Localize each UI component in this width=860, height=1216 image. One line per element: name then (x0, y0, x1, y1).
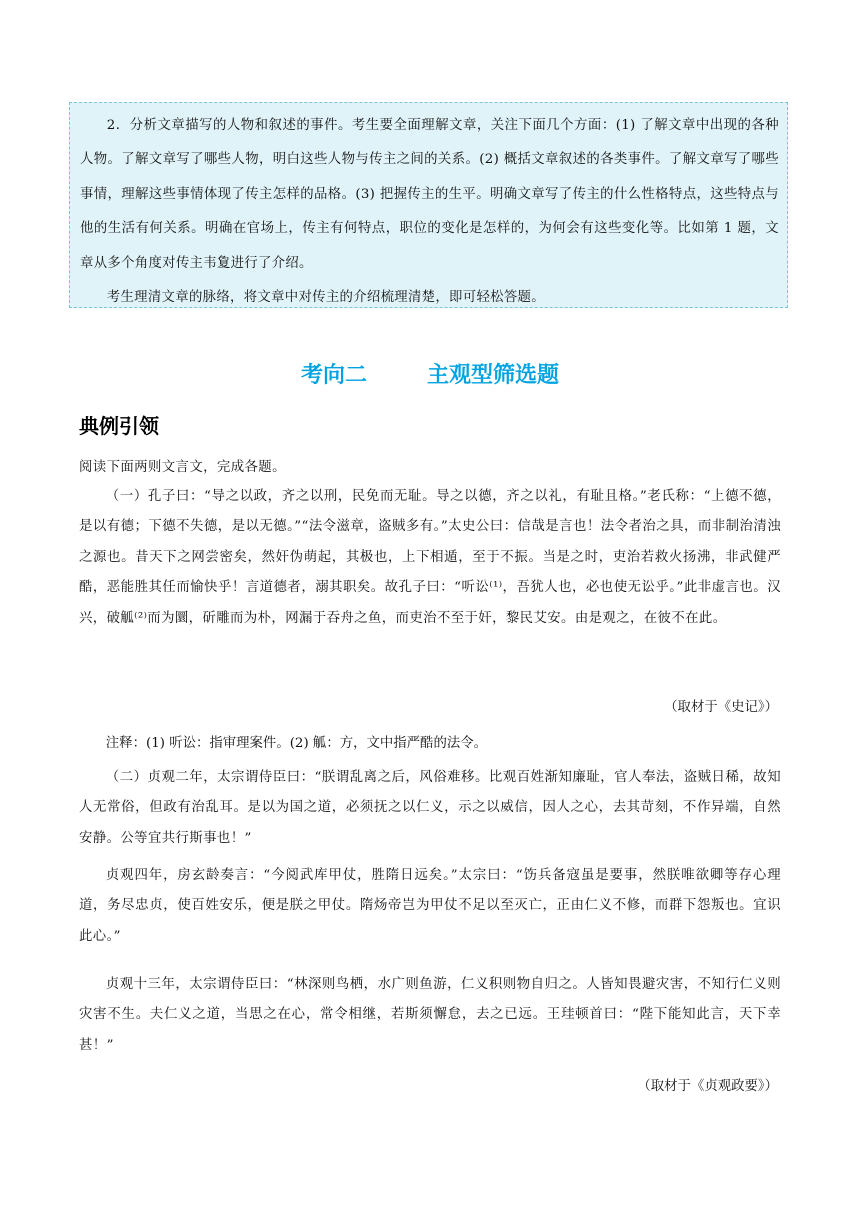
reading-instruction: 阅读下面两则文言文，完成各题。 (79, 460, 286, 475)
passage-3-block (79, 861, 781, 952)
passage-3: 贞观四年，房玄龄奏言：“今阅武库甲仗，胜隋日远矣。”太宗曰：“饬兵备寇虽是要事，然朕唯欲卿等存心理道，务尽忠贞，使百姓安乐，便是朕之甲仗。隋炀帝岂为甲仗不足以至灭亡，正由仁义不修，而群下怨叛也。宜识此心。” (79, 868, 781, 944)
source-1: （取材于《史记》） (664, 700, 778, 715)
section-title-part-1: 考向二 (300, 363, 367, 388)
source-2: （取材于《贞观政要》） (637, 1079, 778, 1094)
tip-paragraph-2: 考生理清文章的脉络，将文章中对传主的介绍梳理清楚，即可轻松答题。 (106, 290, 545, 306)
section-title-part-2: 主观型筛选题 (427, 363, 560, 388)
tip-box (69, 102, 788, 308)
passage-1-block (79, 482, 781, 634)
section-title (0, 358, 860, 389)
passage-4: 贞观十三年，太宗谓侍臣曰：“林深则鸟栖，水广则鱼游，仁义积则物自归之。人皆知畏避灾害，不知行仁义则灾害不生。夫仁义之道，当思之在心，常令相继，若斯须懈怠，去之已远。王珪顿首曰：“陛下能知此言，天下幸甚！” (79, 977, 781, 1053)
passage-2: （二）贞观二年，太宗谓侍臣曰：“朕谓乱离之后，风俗难移。比观百姓渐知廉耻，官人奉法，盗贼日稀，故知人无常俗，但政有治乱耳。是以为国之道，必须抚之以仁义，示之以威信，因人之心，去其苛刻，不作异端，自然安静。公等宜共行斯事也！” (79, 770, 781, 846)
passage-4-block (79, 970, 781, 1061)
passage-1: （一）孔子曰：“导之以政，齐之以刑，民免而无耻。导之以德，齐之以礼，有耻且格。”老氏称：“上德不德，是以有德；下德不失德，是以无德。”“法令滋章，盗贼多有。”太史公曰：信哉是言也！法令者治之具，而非制治清浊之源也。昔天下之网尝密矣，然奸伪萌起，其极也，上下相遁，至于不振。当是之时，吏治若救火扬沸，非武健严酷，恶能胜其任而愉快乎！言道德者，溺其职矣。故孔子曰：“听讼⁽¹⁾，吾犹人也，必也使无讼乎。”此非虚言也。汉兴，破觚⁽²⁾而为圜，斫雕而为朴，网漏于吞舟之鱼，而吏治不至于奸，黎民艾安。由是观之，在彼不在此。 (79, 489, 781, 626)
annotation-note: 注释：(1) 听讼：指审理案件。(2) 觚：方，文中指严酷的法令。 (105, 736, 488, 751)
example-heading: 典例引领 (79, 414, 159, 438)
passage-2-block (79, 763, 781, 854)
tip-paragraph-1: 2．分析文章描写的人物和叙述的事件。考生要全面理解文章，关注下面几个方面：(1) 了解文章中出现的各种人物。了解文章写了哪些人物，明白这些人物与传主之间的关系。(2) 概括文章叙述的各类事件。了解文章写了哪些事情，理解这些事情体现了传主怎样的品格。(3) 把握传主的生平。明确文章写了传主的什么性格特点，这些特点与他的生活有何关系。明确在官场上，传主有何特点，职位的变化是怎样的，为何会有这些变化等。比如第 1 题，文章从多个角度对传主韦夐进行了介绍。 (80, 118, 779, 271)
